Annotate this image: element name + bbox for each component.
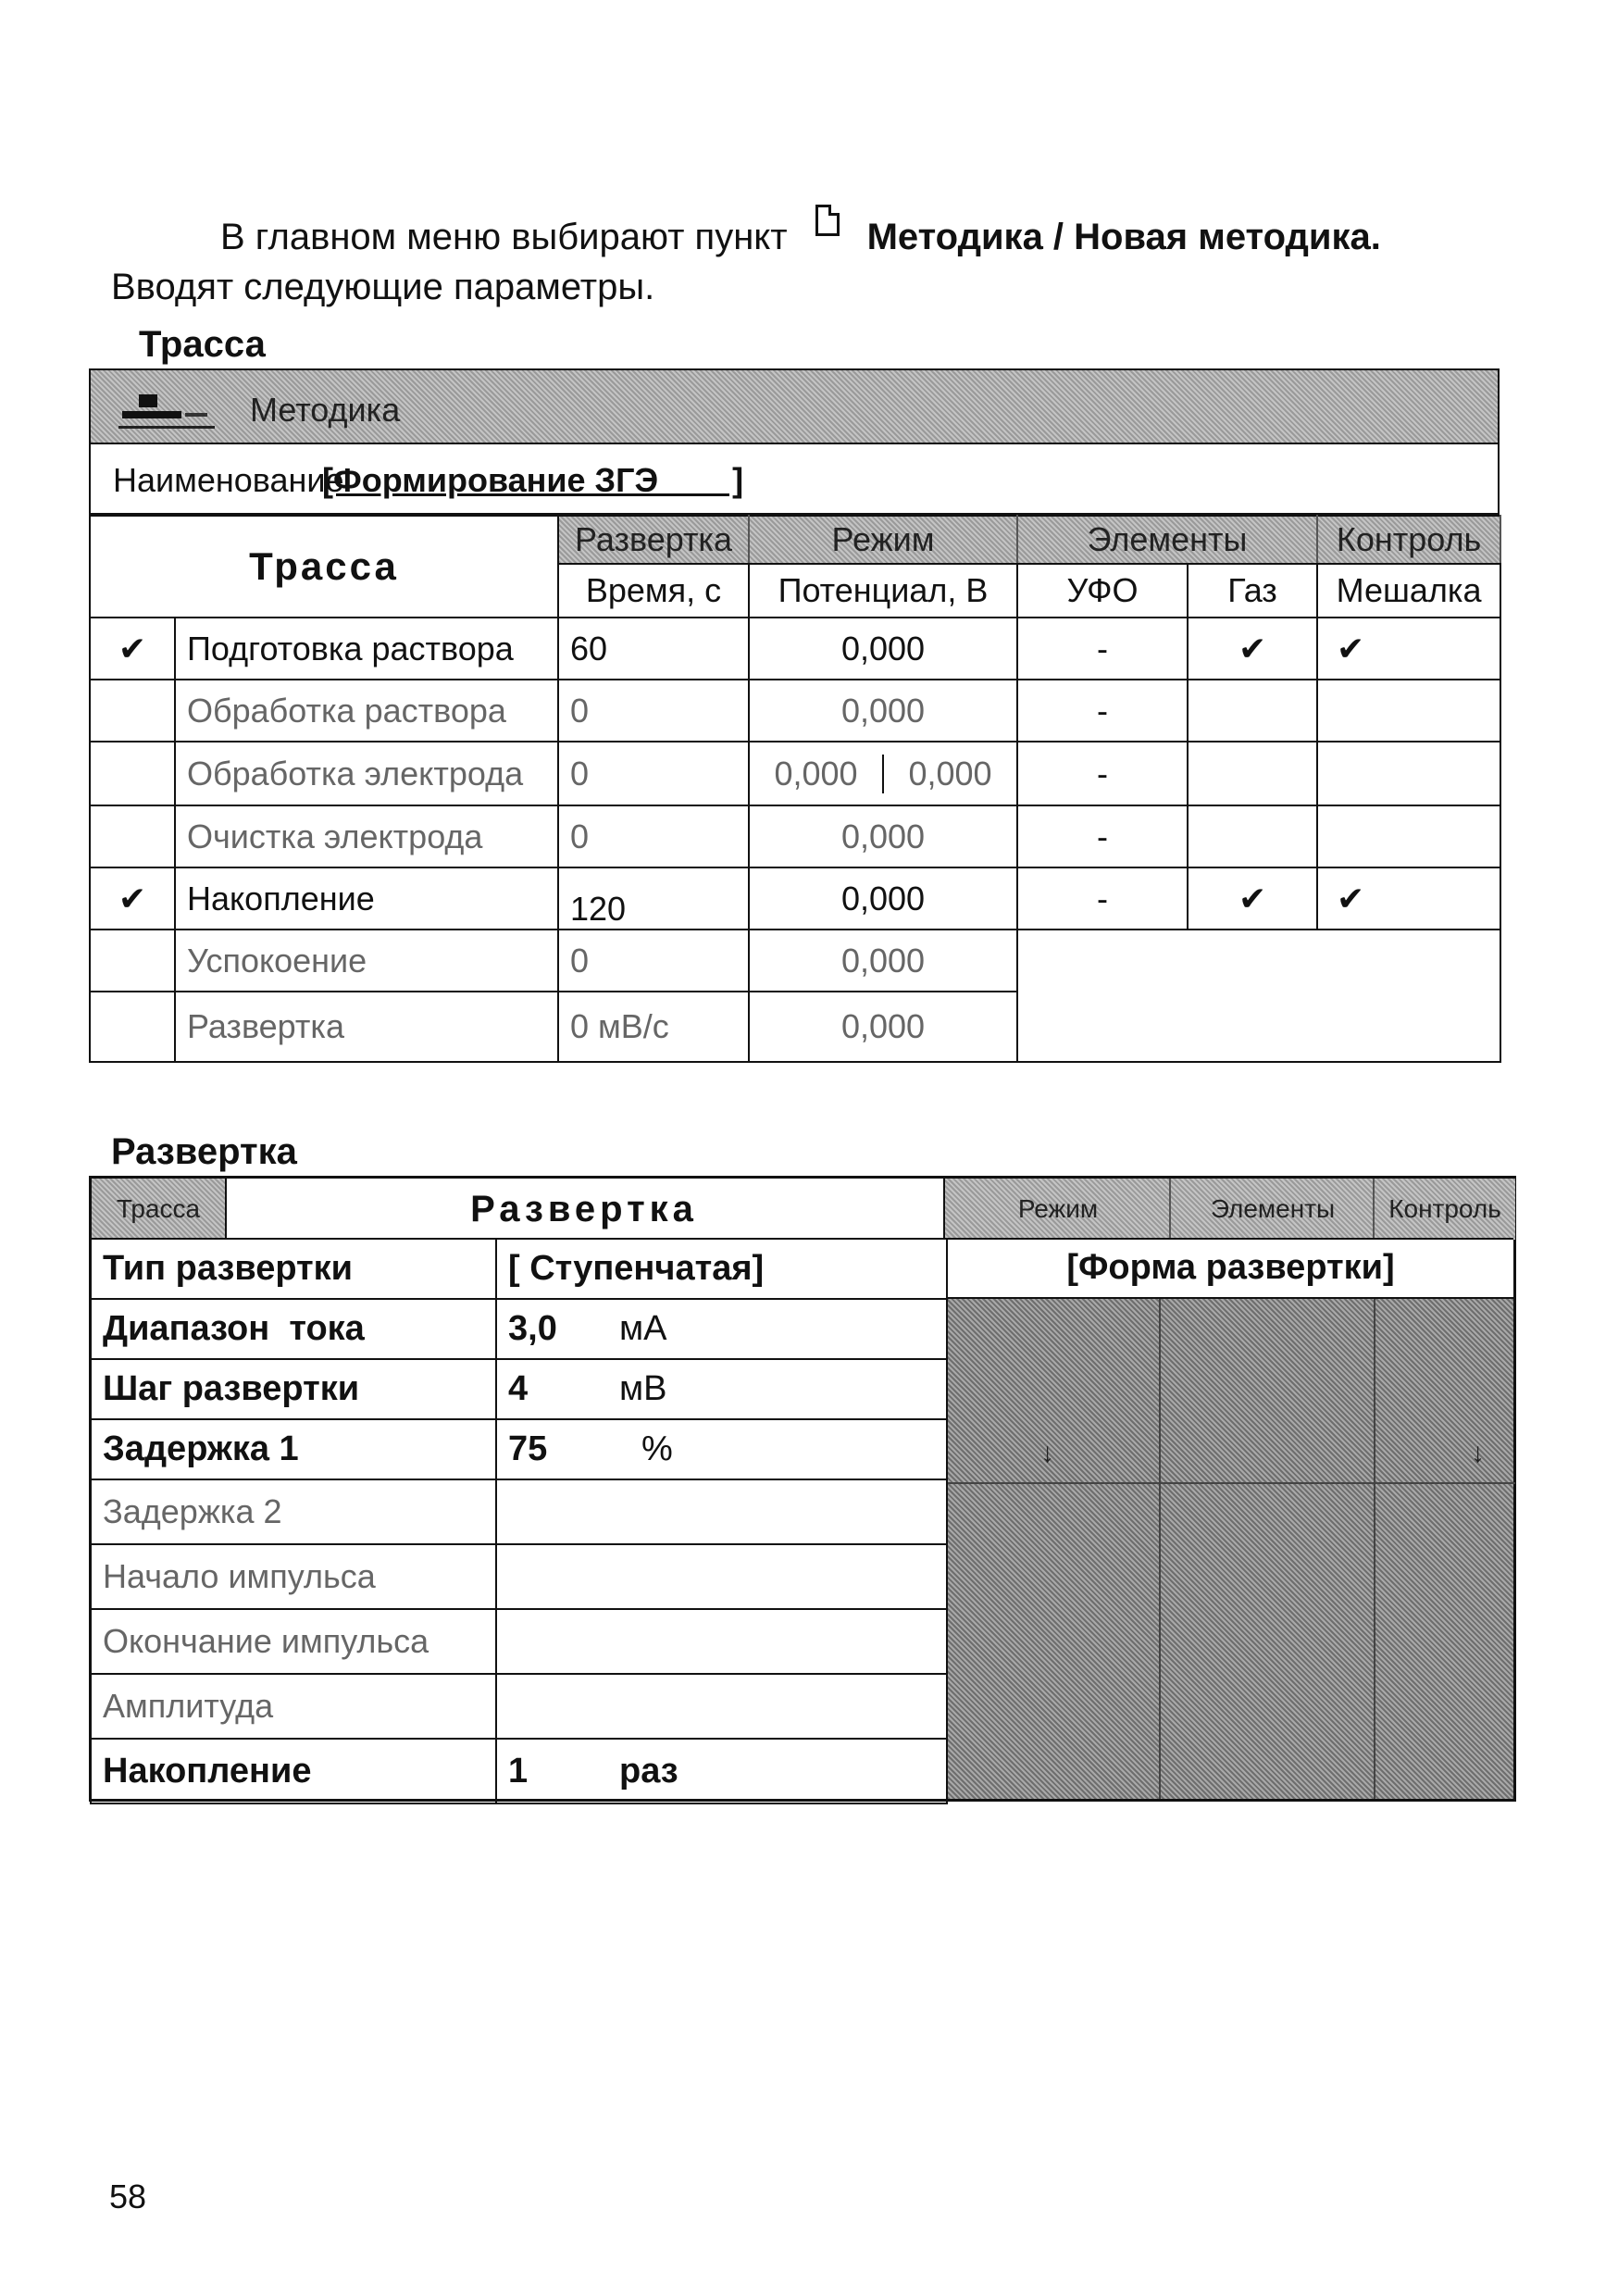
- row-name: Обработка раствора: [175, 680, 558, 742]
- row-ufo[interactable]: -: [1017, 742, 1188, 805]
- param-label-disabled: Начало импульса: [91, 1544, 496, 1609]
- row-mixer-check[interactable]: ✔: [1317, 618, 1500, 680]
- table-row: [91, 1739, 947, 1803]
- name-row: [89, 443, 1500, 515]
- name-label: Наименование: [113, 461, 344, 499]
- row-time[interactable]: 120: [558, 867, 749, 930]
- param-unit: мА: [619, 1309, 667, 1348]
- intro-prefix: В главном меню выбирают пункт: [220, 217, 788, 257]
- row-checkbox-empty[interactable]: [90, 930, 175, 992]
- row-time[interactable]: 0: [558, 805, 749, 867]
- tab-rezhim[interactable]: Режим: [943, 1179, 1171, 1240]
- method-window-title: Методика: [250, 391, 401, 429]
- row-time[interactable]: 60: [558, 618, 749, 680]
- tab-elementy[interactable]: Элементы: [1017, 516, 1317, 564]
- row-time[interactable]: 0: [558, 680, 749, 742]
- row-ufo[interactable]: -: [1017, 680, 1188, 742]
- row-potential[interactable]: 0,000: [749, 618, 1017, 680]
- row-checkbox-empty[interactable]: [90, 742, 175, 805]
- waveform-header[interactable]: [Форма развертки]: [946, 1238, 1513, 1299]
- param-value[interactable]: 75: [508, 1429, 548, 1468]
- row-gas-check[interactable]: ✔: [1188, 618, 1317, 680]
- row-time[interactable]: 0: [558, 930, 749, 992]
- row-checkbox[interactable]: ✔: [90, 867, 175, 930]
- table-row: [91, 1419, 947, 1479]
- param-label: Накопление: [91, 1739, 496, 1803]
- row-name: Подготовка раствора: [175, 618, 558, 680]
- row-gas-check[interactable]: ✔: [1188, 867, 1317, 930]
- param-label: Задержка 1: [91, 1419, 496, 1479]
- waveform-gridline: [1159, 1299, 1161, 1799]
- tab-razvertka-active[interactable]: Развертка: [470, 1189, 698, 1229]
- row-ufo[interactable]: -: [1017, 867, 1188, 930]
- waveform-preview: [946, 1299, 1513, 1799]
- tab-kontrol[interactable]: Контроль: [1373, 1179, 1515, 1240]
- tab-rezhim[interactable]: Режим: [749, 516, 1017, 564]
- col-ufo: УФО: [1017, 564, 1188, 618]
- tab-razvertka[interactable]: Развертка: [558, 516, 749, 564]
- row-potential[interactable]: 0,000: [749, 805, 1017, 867]
- waveform-gridline: [1374, 1299, 1375, 1799]
- param-value-cell[interactable]: [496, 1299, 947, 1359]
- table-row: [91, 1239, 947, 1299]
- page-number: 58: [109, 2177, 147, 2215]
- row-potential-split: [749, 742, 1017, 805]
- table-row: [91, 1299, 947, 1359]
- row-checkbox[interactable]: ✔: [90, 618, 175, 680]
- param-value[interactable]: 4: [508, 1369, 529, 1408]
- name-input[interactable]: [Формирование ЗГЭ ]: [322, 461, 744, 499]
- razvertka-params-table: [90, 1238, 948, 1804]
- arrow-down-icon: ↓: [1040, 1438, 1054, 1468]
- tab-kontrol[interactable]: Контроль: [1317, 516, 1500, 564]
- arrow-down-icon: ↓: [1471, 1438, 1485, 1468]
- param-value-empty: [496, 1479, 947, 1544]
- row-potential[interactable]: 0,000: [749, 992, 1017, 1062]
- param-value-empty: [496, 1544, 947, 1609]
- row-potential[interactable]: 0,000: [749, 867, 1017, 930]
- row-potential-b[interactable]: 0,000: [908, 754, 992, 792]
- col-potential: Потенциал, В: [749, 564, 1017, 618]
- table-row: [90, 867, 1500, 930]
- trassa-section-title: Трасса: [139, 324, 266, 365]
- intro-line-2: Вводят следующие параметры.: [111, 267, 655, 307]
- tab-elementy[interactable]: Элементы: [1169, 1179, 1375, 1240]
- table-row: [91, 1674, 947, 1739]
- row-potential[interactable]: 0,000: [749, 680, 1017, 742]
- table-row: [90, 805, 1500, 867]
- row-gas-empty[interactable]: [1188, 742, 1317, 805]
- row-potential-a[interactable]: 0,000: [750, 755, 884, 793]
- table-row: [90, 742, 1500, 805]
- tab-trassa[interactable]: Трасса: [92, 1179, 227, 1240]
- row-time[interactable]: 0: [558, 742, 749, 805]
- row-checkbox-empty[interactable]: [90, 805, 175, 867]
- param-label-disabled: Амплитуда: [91, 1674, 496, 1739]
- param-label: Диапазон тока: [91, 1299, 496, 1359]
- empty-area: [1017, 930, 1500, 1062]
- param-unit: %: [641, 1429, 673, 1468]
- row-mixer-empty[interactable]: [1317, 805, 1500, 867]
- param-select[interactable]: [ Ступенчатая]: [496, 1239, 947, 1299]
- param-label-disabled: Задержка 2: [91, 1479, 496, 1544]
- row-mixer-check[interactable]: ✔: [1317, 867, 1500, 930]
- param-value-cell[interactable]: [496, 1359, 947, 1419]
- row-mixer-empty[interactable]: [1317, 680, 1500, 742]
- row-checkbox-empty[interactable]: [90, 992, 175, 1062]
- row-name: Успокоение: [175, 930, 558, 992]
- table-row: [91, 1479, 947, 1544]
- menu-path: Методика / Новая методика.: [866, 217, 1381, 257]
- col-mixer: Мешалка: [1317, 564, 1500, 618]
- param-unit: мВ: [619, 1369, 667, 1408]
- row-gas-empty[interactable]: [1188, 805, 1317, 867]
- row-name: Обработка электрода: [175, 742, 558, 805]
- intro-line-1: [220, 217, 1381, 258]
- row-time[interactable]: 0 мВ/с: [558, 992, 749, 1062]
- param-label: Тип развертки: [91, 1239, 496, 1299]
- param-value-cell[interactable]: [496, 1419, 947, 1479]
- row-ufo[interactable]: -: [1017, 805, 1188, 867]
- document-icon: [815, 205, 840, 236]
- row-name: Накопление: [175, 867, 558, 930]
- row-checkbox-empty[interactable]: [90, 680, 175, 742]
- param-label-disabled: Окончание импульса: [91, 1609, 496, 1674]
- row-mixer-empty[interactable]: [1317, 742, 1500, 805]
- method-icon: [118, 389, 220, 435]
- row-potential[interactable]: 0,000: [749, 930, 1017, 992]
- table-row: [91, 1359, 947, 1419]
- waveform-gridline: [948, 1482, 1515, 1484]
- col-gas: Газ: [1188, 564, 1317, 618]
- table-row: [90, 680, 1500, 742]
- param-value-empty: [496, 1674, 947, 1739]
- trassa-table: [89, 515, 1501, 1063]
- trassa-header: Трасса: [90, 516, 558, 618]
- table-row: [90, 618, 1500, 680]
- razvertka-section-title: Развертка: [111, 1131, 297, 1172]
- param-unit: раз: [619, 1751, 678, 1791]
- method-window-titlebar: [89, 368, 1500, 444]
- table-row: [91, 1544, 947, 1609]
- table-row: [91, 1609, 947, 1674]
- row-gas-empty[interactable]: [1188, 680, 1317, 742]
- param-label: Шаг развертки: [91, 1359, 496, 1419]
- param-value-empty: [496, 1609, 947, 1674]
- param-value-cell[interactable]: [496, 1739, 947, 1803]
- row-ufo[interactable]: -: [1017, 618, 1188, 680]
- razvertka-window: [89, 1176, 1516, 1802]
- row-name: Развертка: [175, 992, 558, 1062]
- param-value[interactable]: 1: [508, 1751, 529, 1791]
- col-time: Время, с: [558, 564, 749, 618]
- param-value[interactable]: 3,0: [508, 1309, 557, 1348]
- row-name: Очистка электрода: [175, 805, 558, 867]
- table-row: [90, 930, 1500, 992]
